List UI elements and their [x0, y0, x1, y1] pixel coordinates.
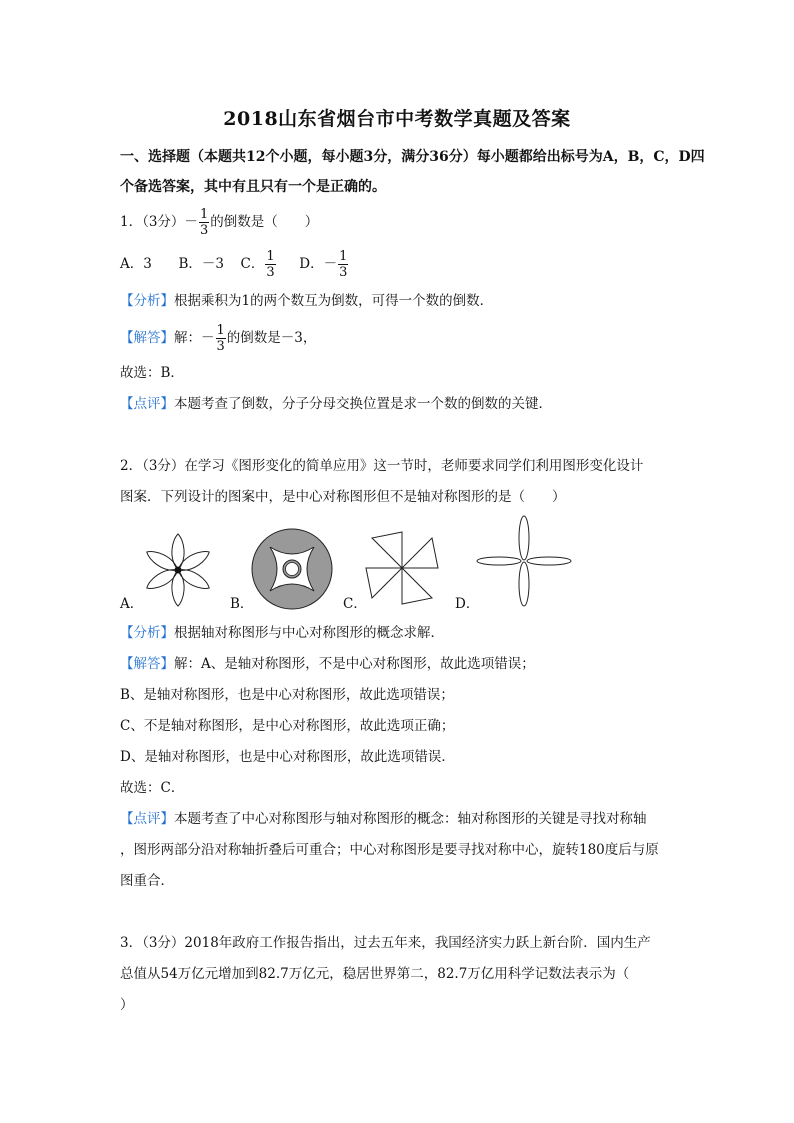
q1-answer-num: 1: [216, 323, 225, 338]
q1-answer-tag: 【解答】: [120, 330, 174, 346]
q1-analysis-text: 根据乘积为1的两个数互为倒数，可得一个数的倒数．: [174, 293, 494, 309]
q1-answer-suffix: 的倒数是－3，: [226, 330, 317, 346]
q1-analysis: [120, 291, 493, 311]
q2-comment-line3: 图重合．: [120, 873, 174, 889]
q2-answer-line4: D、是轴对称图形，也是中心对称图形，故此选项错误．: [120, 749, 455, 765]
q1-option-d-den: 3: [339, 265, 348, 280]
q1-option-c-num: 1: [266, 249, 275, 264]
q2-stem-line2: 图案．下列设计的图案中，是中心对称图形但不是轴对称图形的是（ ）: [120, 489, 566, 505]
q1-option-c-label: C．: [240, 256, 265, 272]
q1-comment-text: 本题考查了倒数，分子分母交换位置是求一个数的倒数的关键．: [174, 396, 552, 412]
q2-answer-line2: B、是轴对称图形，也是中心对称图形，故此选项错误；: [120, 687, 454, 703]
q1-answer: [120, 324, 316, 353]
q2-answer-text1: 解：A、是轴对称图形，不是中心对称图形，故此选项错误；: [174, 656, 535, 672]
q2-figure-b-disc: [250, 527, 334, 611]
q2-label-c: C．: [343, 596, 367, 612]
q2-figure-a-flower: [138, 530, 218, 610]
q1-option-c-fraction: [265, 250, 275, 279]
q2-comment-tag: 【点评】: [120, 811, 174, 827]
q2-comment-line1: [120, 809, 647, 829]
q1-analysis-tag: 【分析】: [120, 293, 174, 309]
q2-choice: 故选：C．: [120, 780, 185, 796]
q1-answer-prefix: 解：－: [174, 330, 215, 346]
q1-stem-prefix: 1．（3分）－: [120, 214, 198, 230]
q2-comment-text1: 本题考查了中心对称图形与轴对称图形的概念：轴对称图形的关键是寻找对称轴: [174, 811, 647, 827]
q2-label-a: A．: [120, 596, 144, 612]
q1-choice: 故选：B．: [120, 365, 184, 381]
q1-stem: [120, 208, 318, 237]
q3-stem-line3: ）: [120, 997, 134, 1013]
q1-option-b: B．－3: [178, 256, 224, 272]
q3-stem-line2: 总值从54万亿元增加到82.7万亿元，稳居世界第二，82.7万亿用科学记数法表示为（: [120, 966, 630, 982]
q1-comment-tag: 【点评】: [120, 396, 174, 412]
q2-comment-line2: ，图形两部分沿对称轴折叠后可重合；中心对称图形是要寻找对称中心，旋转180度后与原: [120, 842, 659, 858]
q2-stem-line1: 2．（3分）在学习《图形变化的简单应用》这一节时，老师要求同学们利用图形变化设计: [120, 458, 644, 474]
q1-answer-den: 3: [216, 339, 225, 354]
q2-label-b: B．: [230, 596, 254, 612]
q2-label-d: D．: [455, 596, 480, 612]
q2-figure-c-pinwheel: [364, 530, 440, 606]
q2-analysis-tag: 【分析】: [120, 625, 174, 641]
q1-comment: [120, 394, 552, 414]
q2-analysis: [120, 623, 444, 643]
q1-frac-num: 1: [199, 207, 209, 222]
q1-stem-suffix: 的倒数是（ ）: [210, 214, 319, 230]
q1-option-c-den: 3: [266, 265, 275, 280]
q2-figure-d-ellipses: [474, 514, 574, 608]
q1-fraction: [199, 208, 209, 237]
section-heading-line2: 个备选答案，其中有且只有一个是正确的。: [120, 179, 386, 195]
q1-option-d-num: 1: [339, 249, 348, 264]
q1-answer-fraction: [216, 324, 226, 353]
q2-answer-line3: C、不是轴对称图形，是中心对称图形，故此选项正确；: [120, 718, 455, 734]
q3-stem-line1: 3．（3分）2018年政府工作报告指出，过去五年来，我国经济实力跃上新台阶．国内生产: [120, 935, 651, 951]
q1-options: [120, 250, 349, 279]
q2-analysis-text: 根据轴对称图形与中心对称图形的概念求解．: [174, 625, 444, 641]
section-heading-line1: 一、选择题（本题共12个小题，每小题3分，满分36分）每小题都给出标号为A，B，C，D四: [120, 149, 705, 165]
q1-frac-den: 3: [199, 223, 209, 238]
q1-option-d-fraction: [338, 250, 348, 279]
q2-answer-tag: 【解答】: [120, 656, 174, 672]
page-title: 2018山东省烟台市中考数学真题及答案: [223, 108, 571, 130]
q1-option-a: A．3: [120, 256, 152, 272]
q1-option-d-label: D．－: [299, 256, 338, 272]
q2-answer-line1: [120, 654, 535, 674]
